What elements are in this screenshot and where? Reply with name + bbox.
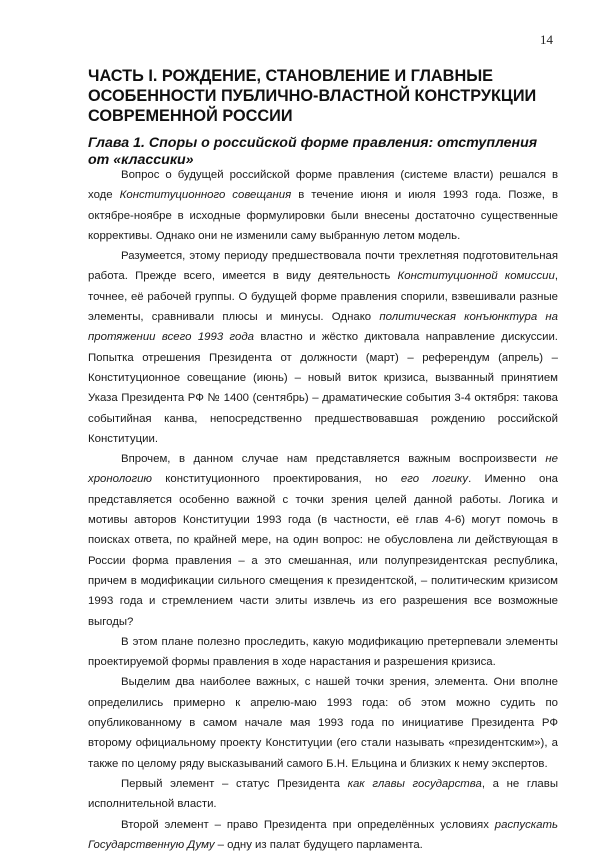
text-run: Вопрос о будущей российской форме правления (системе власти) решался в ходе bbox=[88, 169, 558, 201]
chapter-title: Глава 1. Споры о российской форме правления: отступления от «классики» bbox=[88, 135, 558, 169]
paragraph-3 bbox=[88, 449, 558, 632]
emphasis: его логику bbox=[401, 473, 468, 485]
paragraph-6 bbox=[88, 774, 558, 815]
emphasis: не хронологию bbox=[88, 453, 558, 485]
paragraph-4 bbox=[88, 632, 558, 673]
text-run: в течение июня и июля 1993 года. Позже, в октябре-ноябре в исходные формулировки были внесены достаточно существенные коррективы. Однако они не изменили саму выбранную летом модель. bbox=[88, 189, 558, 242]
text-run: конституционного проектирования, но bbox=[152, 473, 401, 485]
page-number: 14 bbox=[540, 32, 553, 48]
text-run: Разумеется, этому периоду предшествовала почти трехлетняя подготовительная работа. Прежде всего, имеется в виду деятельность bbox=[88, 250, 558, 282]
text-run: Второй элемент – право Президента при определённых условиях bbox=[121, 819, 495, 831]
emphasis: политическая конъюнктура на протяжении всего 1993 года bbox=[88, 311, 558, 343]
paragraph-5 bbox=[88, 672, 558, 773]
text-run: – одну из палат будущего парламента. bbox=[215, 839, 423, 851]
paragraph-2 bbox=[88, 246, 558, 449]
part-title: ЧАСТЬ I. РОЖДЕНИЕ, СТАНОВЛЕНИЕ И ГЛАВНЫЕ ОСОБЕННОСТИ ПУБЛИЧНО-ВЛАСТНОЙ КОНСТРУКЦИИ СОВРЕМЕННОЙ РОССИИ bbox=[88, 66, 548, 126]
emphasis: Конституционного совещания bbox=[120, 189, 292, 201]
text-run: властно и жёстко диктовала направление дискуссии. Попытка отрешения Президента от должности (март) – референдум (апрель) – Конституционное совещание (июнь) – новый виток кризиса, вызванный принятием Указа Президента РФ № 1400 (сентябрь) – драматические события 3-4 октября: такова событийная канва, непосредственно предшествовавшая рождению российской Конституции. bbox=[88, 331, 558, 444]
text-run: Выделим два наиболее важных, с нашей точки зрения, элемента. Они вполне определились примерно к апрелю-маю 1993 года: об этом можно судить по опубликованному в самом начале мая 1993 года по инициативе Президента РФ второму официальному проекту Конституции (его стали называть «президентским»), а также по целому ряду высказываний самого Б.Н. Ельцина и близких к нему экспертов. bbox=[88, 676, 558, 769]
body-text bbox=[88, 165, 558, 855]
emphasis: как главы государства bbox=[348, 778, 482, 790]
text-run: В этом плане полезно проследить, какую модификацию претерпевали элементы проектируемой формы правления в ходе нарастания и разрешения кризиса. bbox=[88, 636, 558, 668]
text-run: . Именно она представляется особенно важной с точки зрения целей данной работы. Логика и мотивы авторов Конституции 1993 года (в частности, её глав 4-6) могут помочь в поисках ответа, по крайней мере, на один вопрос: не обусловлена ли действующая в России форма правления – а это смешанная, или полупрезидентская республика, причем в модификации сильного смещения к президентской, – политическим кризисом 1993 года и стремлением части элиты извлечь из его разрешения все возможные выгоды? bbox=[88, 473, 558, 627]
text-run: , точнее, её рабочей группы. О будущей форме правления спорили, взвешивали разные элементы, сравнивали плюсы и минусы. Однако bbox=[88, 270, 558, 323]
text-run: Впрочем, в данном случае нам представляется важным воспроизвести bbox=[121, 453, 545, 465]
paragraph-1 bbox=[88, 165, 558, 246]
emphasis: распускать Государственную Думу bbox=[88, 819, 558, 851]
text-run: Первый элемент – статус Президента bbox=[121, 778, 348, 790]
emphasis: Конституционной комиссии bbox=[398, 270, 555, 282]
text-run: , а не главы исполнительной власти. bbox=[88, 778, 558, 810]
